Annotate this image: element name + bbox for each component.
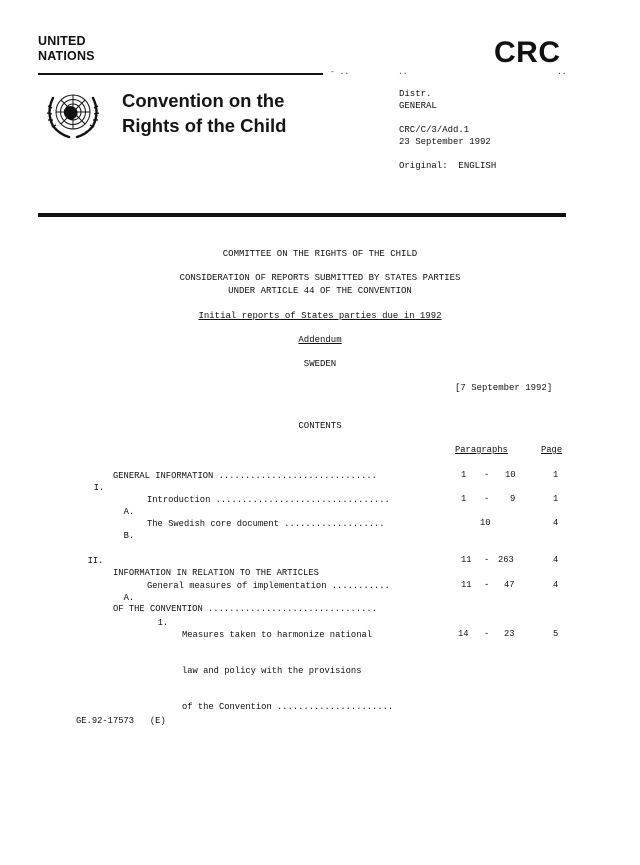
addendum — [0, 335, 640, 345]
toc-row[interactable] — [77, 543, 103, 567]
toc-number: II. — [87, 556, 104, 566]
toc-entry-text[interactable]: Introduction ................................. — [147, 495, 390, 505]
addendum-text: Addendum — [298, 335, 342, 345]
toc-number: B. — [123, 531, 135, 541]
toc-row[interactable] — [113, 518, 134, 542]
un-emblem-icon — [42, 86, 104, 142]
toc-entry-text[interactable]: The Swedish core document ................... — [147, 519, 385, 529]
para-to: 47 — [504, 580, 515, 590]
toc-number: 1. — [157, 618, 169, 628]
col-paragraphs: Paragraphs — [455, 445, 508, 455]
para-dash: - — [484, 494, 490, 504]
distribution-value: GENERAL — [399, 101, 437, 111]
col-page: Page — [541, 445, 563, 455]
document-series: CRC — [494, 36, 561, 69]
organization-name — [38, 34, 95, 64]
header-rule — [38, 73, 323, 75]
page-number: 4 — [553, 518, 559, 528]
para-single: 10 — [480, 518, 491, 528]
toc-entry-text[interactable]: General measures of implementation ........... — [147, 581, 390, 591]
rule-dots: .. — [398, 68, 408, 77]
toc-row[interactable] — [113, 494, 134, 518]
consideration-line-2: UNDER ARTICLE 44 OF THE CONVENTION — [228, 286, 412, 296]
toc-number: A. — [123, 507, 135, 517]
org-line-2: NATIONS — [38, 49, 95, 63]
title-line-2: Rights of the Child — [122, 115, 287, 136]
para-from: 11 — [461, 555, 472, 565]
document-symbol: CRC/C/3/Add.1 — [399, 125, 470, 135]
para-dash: - — [484, 470, 490, 480]
toc-number: A. — [123, 593, 135, 603]
toc-entry-text[interactable] — [182, 605, 393, 725]
toc-entry-text[interactable]: GENERAL INFORMATION .............................. — [113, 471, 377, 481]
para-to: 23 — [504, 629, 515, 639]
subtitle — [0, 311, 640, 321]
para-to: 10 — [505, 470, 516, 480]
toc-entry-line: law and policy with the provisions — [182, 666, 362, 676]
para-from: 1 — [461, 494, 467, 504]
toc-row[interactable] — [83, 470, 104, 494]
org-line-1: UNITED — [38, 34, 86, 48]
country: SWEDEN — [303, 359, 337, 369]
page-number: 1 — [553, 470, 559, 480]
date-note: [7 September 1992] — [455, 383, 553, 393]
toc-entry-line: Measures taken to harmonize national — [182, 630, 373, 640]
contents-heading: CONTENTS — [298, 421, 342, 431]
para-dash: - — [484, 629, 490, 639]
footer-document-code: GE.92-17573 (E) — [76, 716, 166, 726]
page-number: 4 — [553, 555, 559, 565]
para-from: 1 — [461, 470, 467, 480]
document-date: 23 September 1992 — [399, 137, 491, 147]
original-language: ENGLISH — [458, 161, 497, 171]
page-number: 4 — [553, 580, 559, 590]
para-to: 9 — [510, 494, 516, 504]
toc-number: I. — [93, 483, 105, 493]
convention-title — [122, 88, 286, 138]
original-label: Original: — [399, 161, 448, 171]
page-number: 1 — [553, 494, 559, 504]
committee-heading: COMMITTEE ON THE RIGHTS OF THE CHILD — [222, 249, 418, 259]
document-metadata — [399, 88, 496, 172]
toc-entry-line: of the Convention ...................... — [182, 702, 394, 712]
distribution-label: Distr. — [399, 89, 432, 99]
toc-row[interactable] — [113, 580, 134, 604]
rule-dots: - .. — [330, 68, 350, 77]
para-from: 11 — [461, 580, 472, 590]
para-dash: - — [484, 555, 490, 565]
para-to: 263 — [498, 555, 514, 565]
page-number: 5 — [553, 629, 559, 639]
toc-row[interactable] — [147, 605, 168, 629]
subtitle-text: Initial reports of States parties due in 1992 — [198, 311, 442, 321]
para-from: 14 — [458, 629, 469, 639]
toc-entry-line: OF THE CONVENTION ................................ — [113, 604, 377, 614]
title-line-1: Convention on the — [122, 90, 285, 111]
toc-entry-line: INFORMATION IN RELATION TO THE ARTICLES — [113, 568, 319, 578]
main-rule — [38, 213, 566, 217]
para-dash: - — [484, 580, 490, 590]
rule-dots: .. — [557, 68, 567, 77]
consideration-line-1: CONSIDERATION OF REPORTS SUBMITTED BY STATES PARTIES — [179, 273, 461, 283]
